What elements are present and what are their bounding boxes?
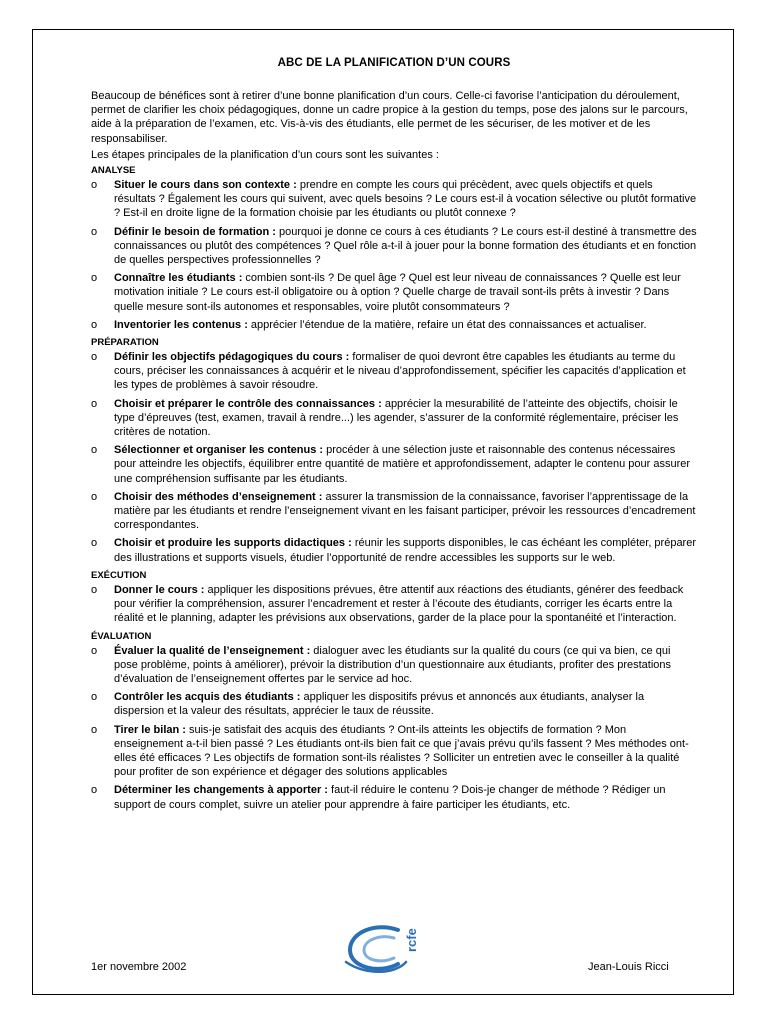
section-heading: PRÉPARATION (91, 337, 159, 349)
item-term: Évaluer la qualité de l’enseignement : (114, 644, 311, 657)
item-term: Choisir et produire les supports didactiques : (114, 537, 352, 550)
item-term: Contrôler les acquis des étudiants : (114, 691, 301, 704)
bullet-icon: o (91, 179, 98, 192)
list-item (91, 536, 697, 564)
section-list (91, 644, 697, 812)
sections-container (91, 164, 697, 812)
item-term: Situer le cours dans son contexte : (114, 179, 297, 192)
bullet-icon: o (91, 351, 98, 364)
item-description: procéder à une sélection juste et raisonnable des contenus nécessaires pour atteindre les objectifs, équilibrer entre quantité de matière et approfondissement, adapter le contenu pour assurer une compréhension suffisante par les étudiants. (114, 444, 691, 485)
footer-date: 1er novembre 2002 (91, 961, 187, 973)
item-term: Donner le cours : (114, 583, 205, 596)
bullet-icon: o (91, 784, 98, 797)
list-item (91, 318, 697, 332)
list-item (91, 690, 697, 718)
logo-swoosh-inner (364, 937, 394, 961)
list-item (91, 644, 697, 687)
item-term: Choisir des méthodes d’enseignement : (114, 490, 323, 503)
bullet-icon: o (91, 490, 98, 503)
bullet-icon: o (91, 272, 98, 285)
list-item (91, 490, 697, 533)
bullet-icon: o (91, 444, 98, 457)
section-list (91, 583, 697, 626)
item-term: Définir le besoin de formation : (114, 225, 276, 238)
intro-paragraph: Beaucoup de bénéfices sont à retirer d’une bonne planification d’un cours. Celle-ci favorise l’anticipation du déroulement, permet de clarifier les choix pédagogiques, donne un cadre propice à la gestion du temps, pose des jalons sur le parcours, aide à la préparation de l’examen, etc. Vis-à-vis des étudiants, elle permet de les sécuriser, de les motiver et de les responsabiliser. (91, 90, 688, 145)
bullet-icon: o (91, 691, 98, 704)
logo-swoosh-outer (350, 927, 398, 969)
list-item (91, 443, 697, 486)
list-item (91, 723, 697, 780)
list-item (91, 397, 697, 440)
item-description: faut-il réduire le contenu ? Dois-je changer de méthode ? Rédiger un support de cours complet, suivre un atelier pour apprendre à faire participer les étudiants, etc. (114, 784, 666, 811)
bullet-icon: o (91, 397, 98, 410)
section-heading: ANALYSE (91, 165, 136, 177)
bullet-icon: o (91, 537, 98, 550)
list-item (91, 225, 697, 268)
list-item (91, 350, 697, 393)
page-title: ABC DE LA PLANIFICATION D’UN COURS (277, 57, 511, 69)
item-term: Tirer le bilan : (114, 723, 186, 736)
list-item (91, 271, 697, 314)
section-list (91, 178, 697, 332)
footer-author: Jean-Louis Ricci (588, 961, 669, 973)
section-heading: EXÉCUTION (91, 569, 147, 581)
item-term: Choisir et préparer le contrôle des connaissances : (114, 397, 382, 410)
rcfe-logo (336, 918, 436, 978)
item-description: dialoguer avec les étudiants sur la qualité du cours (ce qui va bien, ce qui pose problème, points à améliorer), prévoir la distribution d’un questionnaire aux étudiants, profiter des prestations d’évaluation de l’enseignement offertes par le service ad hoc. (114, 644, 672, 685)
item-description: combien sont-ils ? De quel âge ? Quel est leur niveau de connaissances ? Quelle est leur motivation initiale ? Le cours est-il obligatoire ou à option ? Quelle charge de travail sont-ils prêts à investir ? Dans quelle mesure sont-ils autonomes et responsables, voire plutôt consommateurs ? (114, 272, 681, 313)
bullet-icon: o (91, 644, 98, 657)
item-description: suis-je satisfait des acquis des étudiants ? Ont-ils atteints les objectifs de formation ? Mon enseignement a-t-il bien passé ? Les étudiants ont-ils bien fait ce que j’avais prévu qu’ils fassent ? Mes méthodes ont-elles été efficaces ? Les objectifs de formation sont-ils réalistes ? Solliciter un entretien avec le conseiller à la qualité pour profiter de son expérience et dégager des solutions applicables (114, 723, 689, 779)
bullet-icon: o (91, 723, 98, 736)
item-description: pourquoi je donne ce cours à ces étudiants ? Le cours est-il destiné à transmettre des connaissances ou plutôt des compétences ? Quel rôle a-t-il à jouer pour la bonne formation des étudiants et en fonction de quelles perspectives professionnelles ? (114, 225, 697, 267)
item-term: Définir les objectifs pédagogiques du cours : (114, 351, 350, 364)
list-item (91, 583, 697, 626)
item-description: assurer la transmission de la connaissance, favoriser l’apprentissage de la matière par les étudiants et rendre l’enseignement vivant en les faisant participer, prévoir les ressources d’encadrement correspondantes. (114, 490, 696, 532)
logo-text: rcfe (404, 928, 419, 952)
bullet-icon: o (91, 583, 98, 596)
item-description: prendre en compte les cours qui précèdent, avec quels objectifs et quels résultats ? Également les cours qui suivent, avec quels besoins ? Le cours est-il à vocation sélective ou plutôt formative ? Est-il en droite ligne de la formation choisie par les étudiants ou plutôt connexe ? (114, 179, 697, 220)
bullet-icon: o (91, 318, 98, 331)
item-term: Connaître les étudiants : (114, 272, 243, 285)
item-description: apprécier la mesurabilité de l’atteinte des objectifs, choisir le type d’épreuves (test, examen, travail à rendre...) les agender, s’assurer de la conformité réglementaire, préciser les critères de notation. (114, 397, 679, 439)
item-description: réunir les supports disponibles, le cas échéant les compléter, préparer des illustrations et supports visuels, étudier l’opportunité de rendre accessibles les supports sur le web. (114, 537, 697, 564)
item-term: Inventorier les contenus : (114, 318, 248, 331)
section-list (91, 350, 697, 565)
item-term: Déterminer les changements à apporter : (114, 784, 328, 797)
item-description: appliquer les dispositions prévues, être attentif aux réactions des étudiants, générer des feedback pour vérifier la compréhension, assurer l’encadrement et rester à l’écoute des étudiants, corriger les écarts entre la réalité et le planning, adapter les prévisions aux observations, garder de la place pour la spontanéité et l’interaction. (114, 583, 684, 625)
section-heading: ÉVALUATION (91, 630, 152, 642)
item-description: appliquer les dispositifs prévus et annoncés aux étudiants, analyser la dispersion et la valeur des résultats, apprécier le taux de réussite. (114, 691, 645, 718)
bullet-icon: o (91, 225, 98, 238)
item-description: apprécier l’étendue de la matière, refaire un état des connaissances et actualiser. (247, 318, 647, 331)
list-item (91, 783, 697, 811)
item-description: formaliser de quoi devront être capables les étudiants au terme du cours, préciser les connaissances à acquérir et le niveau d’approfondissement, spécifier les capacités d’application et les types de problèmes à savoir résoudre. (114, 351, 686, 392)
intro-steps-line: Les étapes principales de la planification d’un cours sont les suivantes : (91, 148, 439, 161)
item-term: Sélectionner et organiser les contenus : (114, 444, 324, 457)
document-body (91, 57, 697, 816)
list-item (91, 178, 697, 221)
